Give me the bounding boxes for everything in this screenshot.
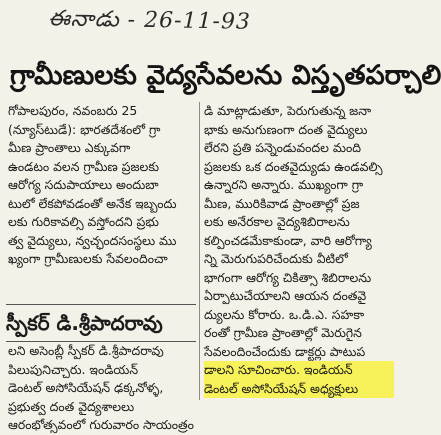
body-line: న్ని మెరుగుపరిచేందుకు వీటిలో	[204, 251, 348, 266]
body-line: సేవలందించేందుకు డాక్టర్లు పాటుప	[204, 343, 366, 359]
body-line-highlighted: డాలని సూచించారు. ఇండియన్	[204, 361, 394, 380]
body-line: ఉన్నారని అన్నారు. ముఖ్యంగా గ్రా	[204, 177, 364, 192]
body-line: డి మాట్లాడుతూ, పెరుగుతున్న జనా	[204, 103, 372, 118]
body-line: లేరని ప్రతి పన్నెండువందల మంది	[204, 140, 362, 155]
article-column-left	[8, 102, 196, 269]
body-line: త్వ వైద్యులు, న్వచ్ఛందసంస్థలు ము	[8, 232, 177, 248]
body-line: మీణ ప్రాంతాలు ఎక్కువగా	[8, 140, 131, 155]
body-line: డెంటల్ అసోసియేషన్ ఢక్కనోళ్ళ,	[8, 380, 164, 395]
body-line: లకు గురికావల్సి వస్తోందని ప్రభు	[8, 214, 159, 229]
subheadline: స్పీకర్ డి.శ్రీపాదరావు	[6, 304, 196, 342]
body-line: ప్రజలకు ఒక దంతవైద్యుడు ఉండవల్సి	[204, 158, 383, 174]
body-line: భాకు అనుగుణంగా దంత వైద్యులు	[204, 121, 368, 137]
body-line: లని అసెంబ్లీ స్పీకర్ డి.శ్రీపాదరావు	[8, 343, 164, 358]
body-line: ఏర్పాటుచేయాలని ఆయన దంతవై	[204, 288, 367, 303]
body-line: ఖ్యంగా గ్రామీణులకు సేవలందించా	[8, 251, 168, 266]
body-line: గోపాలపురం, నవంబరు 25	[8, 103, 138, 118]
body-line: (న్యూస్‌టుడే): భారతదేశంలో గ్రా	[8, 121, 161, 137]
body-line: భాగంగా ఆరోగ్య చికిత్సా శిబిరాలను	[204, 269, 372, 285]
body-line-highlighted: డెంటల్ అసోసియేషన్ అధ్యక్షులు	[204, 380, 394, 399]
body-line: ప్రభుత్వ దంత వైద్యశాలలు	[8, 398, 135, 414]
article-column-right	[204, 102, 394, 398]
column-divider	[199, 102, 200, 400]
body-line: లకు అనేరకాల వైద్యశిబిరాలను	[204, 214, 350, 229]
body-line: కల్పించడమేకాకుండా, వారి ఆరోగ్యా	[204, 232, 372, 248]
body-line: పిలుపునిచ్చారు. ఇండియన్	[8, 361, 139, 377]
body-line: మీణ, మురికివాడ ప్రాంతాల్లో ప్రజ	[204, 195, 360, 211]
body-line: టులో లేకపోవడంతో అనేక ఇబ్బందు	[8, 195, 177, 211]
body-line: ఉండటం వలన గ్రామీణ ప్రజలకు	[8, 158, 160, 174]
body-line: ఆరంభోత్సవంలో గురువారం సాయంత్రం	[8, 417, 194, 432]
body-line: ఆరోగ్య సదుపాయాలు అందుబా	[8, 177, 159, 192]
article-column-left-continued	[8, 342, 196, 435]
body-line: ద్యులను కోరారు. ఒ.డి.ఎ. సహకా	[204, 306, 365, 322]
masthead-handwritten: ఈనాడు - 26-11-93	[47, 6, 252, 35]
body-line: రంతో గ్రామీణ ప్రాంతాల్లో మెరుగైన	[204, 325, 362, 340]
headline: గ్రామీణులకు వైద్యసేవలను విస్తృతపర్చాలి	[10, 60, 441, 91]
